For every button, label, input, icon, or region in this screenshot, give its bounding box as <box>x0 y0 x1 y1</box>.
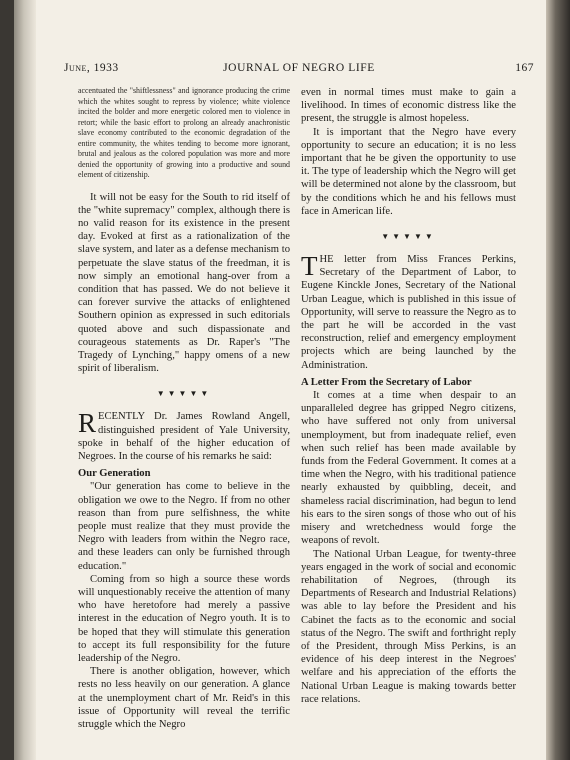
continued-paragraph: even in normal times must make to gain a livelihood. In times of economic distress like the present, the struggle is almost hopeless. <box>301 87 516 125</box>
body-paragraph: It comes at a time when despair to an unparalleled degree has gripped Negro citizens, who have suffered not only from universal unemployment, but from inadequate relief, even when such relief has been made available by funds from the Federal Government. It comes at a time when the Negro, with his traditional patience nearly exhausted by quibbling, deceit, and shameless racial discrimination, had begun to lend his ears to the siren songs of those who out of his misery and wretchedness would forge the weapons of revolt. <box>301 390 516 547</box>
article-our-generation <box>78 410 290 463</box>
article-intro-text: ECENTLY Dr. James Rowland Angell, distinguished president of Yale University, spoke in behalf of the higher education of Negroes. In the course of his remarks he said: <box>78 411 290 462</box>
journal-title: JOURNAL OF NEGRO LIFE <box>223 62 375 74</box>
section-ornament: ▼▼▼▼▼ <box>381 232 436 242</box>
right-column <box>301 86 516 706</box>
article-letter-from-secretary <box>301 253 516 372</box>
drop-cap: T <box>301 251 318 282</box>
page-number: 167 <box>515 62 534 74</box>
page-edge <box>546 0 570 760</box>
body-paragraph: There is another obligation, however, which rests no less heavily on our generation. A glance at the unemployment chart of Mr. Reid's in this issue of Opportunity will reveal the terrific struggle which the Negro <box>78 666 290 731</box>
editorial-paragraph: It will not be easy for the South to rid itself of the "white supremacy" complex, although there is no valid reason for its existence in the present day. Evoked at first as a rationalization of the slave system, and later as a defense mechanism to perpetuate the slave status of the freedman, it is now simply an emotional hang-over from a condition that has passed. We do not believe it can forever survive the attacks of enlightened Southern opinion as expressed in such editorials quoted above and such dispassionate and courageous statements as Dr. Raper's "The Tragedy of Lynching," happy omens of a new spirit of liberalism. <box>78 191 290 375</box>
drop-cap: R <box>78 408 97 439</box>
left-column <box>78 86 290 731</box>
quoted-excerpt: accentuated the "shiftlessness" and ignorance producing the crime which the whites sought to repress by violence; white violence incited the bolder and more energetic colored men to violence in retort; while the basic effort to prolong an already anachronistic slave economy contributed to the economic degradation of the entire community, the whites tending to become more ignorant, brutal and jealous as the colored population was more and more denied the opportunity of growing into a productive and sound element of citizenship. <box>78 86 290 179</box>
body-paragraph: It is important that the Negro have every opportunity to secure an education; it is no less important that he be given the opportunity to use it. The type of leadership which the Negro will get will be determined not alone by the classroom, but by the conditions which he and his fellows must face in American life. <box>301 126 516 217</box>
body-paragraph: Coming from so high a source these words will unquestionably receive the attention of many who have heretofore had merely a passive interest in the education of Negro youth. It is to be hoped that they will stimulate this generation to accept its full responsibility for the future leadership of the Negro. <box>78 573 290 664</box>
page-binding-shadow <box>14 0 36 760</box>
article-heading-our-generation: Our Generation <box>78 468 151 480</box>
section-ornament: ▼▼▼▼▼ <box>156 389 212 399</box>
body-paragraph: The National Urban League, for twenty-three years engaged in the work of social and economic rehabilitation of Negroes, (through its Departments of Research and Industrial Relations) was able to lay before the President and his Cabinet the facts as to the economic and social status of the Negro. The swift and forthright reply of the President, through Miss Perkins, is an evidence of his deep interest in the Negroes' welfare and his appreciation of the efforts the National Urban League is making towards better race relations. <box>301 548 516 705</box>
quote-paragraph: "Our generation has come to believe in the obligation we owe to the Negro. If from no other reason than from pure selfishness, the white people must realize that they must provide the Negro with leaders from within the Negro race, and these leaders can only be furnished through education." <box>78 481 290 572</box>
article-intro-text: HE letter from Miss Frances Perkins, Secretary of the Department of Labor, to Eugene Kinckle Jones, Secretary of the National Urban League, which is published in this issue of Opportunity, will serve to reassure the Negro as to the part he will be accorded in the vast reconstruction, relief and emergency employment projects which are being launched by the Administration. <box>301 254 516 371</box>
running-header <box>64 62 534 78</box>
journal-page <box>14 0 546 760</box>
article-heading-letter: A Letter From the Secretary of Labor <box>301 376 472 388</box>
issue-date: June, 1933 <box>64 62 119 74</box>
